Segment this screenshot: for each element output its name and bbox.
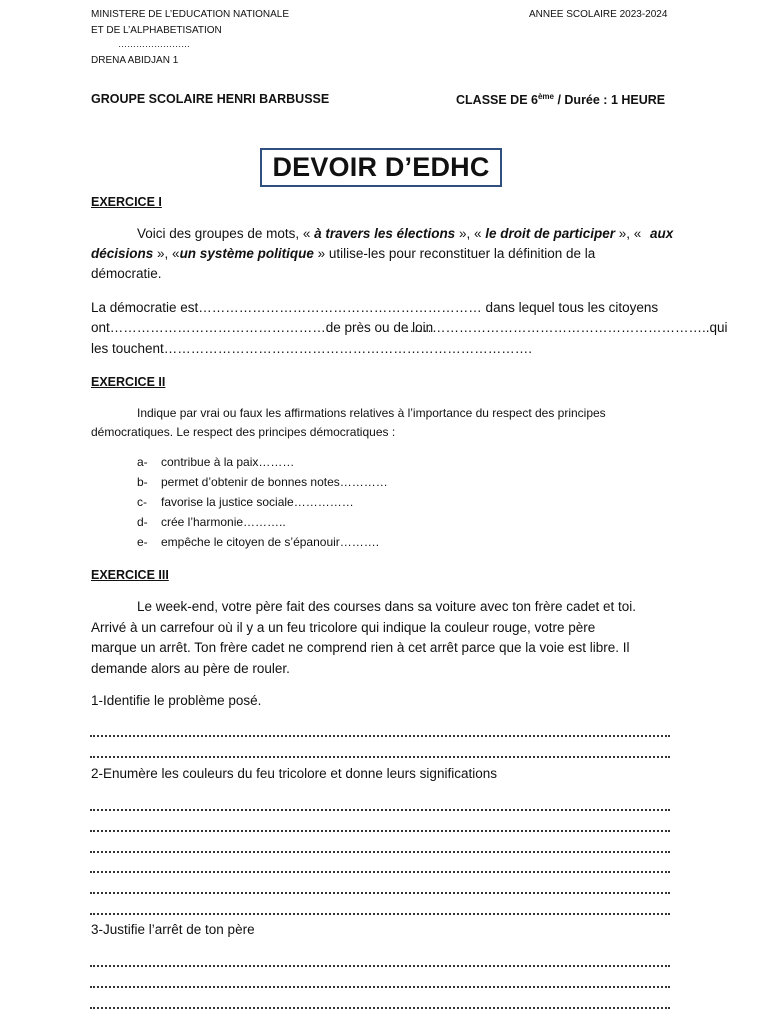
ministry-line-2: ET DE L’ALPHABETISATION [91,25,222,36]
intro-text: Voici des groupes de mots, « [137,226,315,241]
list-item-label: e- [137,535,148,549]
class-prefix: CLASSE DE 6 [456,93,538,108]
intro-text: », « [153,246,180,261]
list-item-text: empêche le citoyen de s’épanouir………. [161,535,380,549]
answer-line [90,964,670,967]
word-group-decisions: décisions [91,246,154,261]
answer-line [90,808,670,811]
list-item-text: contribue à la paix……… [161,455,295,469]
story-line-1: Le week-end, votre père fait des courses dans sa voiture avec ton frère cadet et toi. [137,599,637,614]
story-line-3: marque un arrêt. Ton frère cadet ne comprend rien à cet arrêt parce que la voie est libre. Il [91,640,630,655]
exercise-1-intro-line-2 [91,244,595,265]
answer-line [90,755,670,758]
fill-line-2a: ont…………………………………………de près ou de loin [91,320,434,335]
story-line-4: demande alors au père de rouler. [91,661,290,676]
exercise-1-heading: EXERCICE I [91,195,162,209]
list-item-label: c- [137,495,147,509]
list-item-text: crée l’harmonie……….. [161,515,286,529]
exercise-2-intro-line-2: démocratiques. Le respect des principes démocratiques : [91,425,396,439]
answer-line [90,870,670,873]
page-title: DEVOIR D’EDHC [272,152,490,182]
word-group-systeme: un système politique [179,246,314,261]
exercise-3-heading: EXERCICE III [91,568,169,582]
list-item [137,475,388,489]
fill-line-2b: …………………………………………………………..qui [405,320,728,335]
answer-line [90,891,670,894]
school-name: GROUPE SCOLAIRE HENRI BARBUSSE [91,92,330,106]
word-group-elections: à travers les élections [314,226,456,241]
list-item [137,515,286,529]
list-item-label: b- [137,475,148,489]
question-2: 2-Enumère les couleurs du feu tricolore et donne leurs significations [91,766,497,781]
fill-line-1: La démocratie est……………………………………………………… dans lequel tous les citoyens [91,300,659,315]
question-3: 3-Justifie l’arrêt de ton père [91,922,255,937]
list-item [137,495,354,509]
drena-label: DRENA ABIDJAN 1 [91,55,179,66]
class-duration [456,92,665,107]
school-year: ANNEE SCOLAIRE 2023-2024 [529,9,668,20]
word-group-aux: aux [650,226,674,241]
class-suffix: / Durée : 1 HEURE [553,93,666,108]
intro-text: », « [615,226,642,241]
list-item-label: a- [137,455,148,469]
fill-line-3: les touchent………………………………………………………………………. [91,341,533,356]
answer-line [90,912,670,915]
answer-line [90,850,670,853]
answer-line [90,734,670,737]
answer-line [90,985,670,988]
header-dots: …………………… [118,39,190,49]
exercise-1-intro-line-3: démocratie. [91,266,162,281]
exercise-1-intro-line-1 [137,224,641,245]
word-group-droit: le droit de participer [485,226,616,241]
ministry-line-1: MINISTERE DE L’EDUCATION NATIONALE [91,9,289,20]
list-item-label: d- [137,515,148,529]
exercise-1-intro-aux [650,224,673,245]
question-1: 1-Identifie le problème posé. [91,693,262,708]
exercise-2-heading: EXERCICE II [91,375,166,389]
list-item-text: favorise la justice sociale…………… [161,495,354,509]
list-item [137,535,379,549]
intro-text: » utilise-les pour reconstituer la définition de la [313,246,596,261]
exercise-2-intro-line-1: Indique par vrai ou faux les affirmations relatives à l’importance du respect des principes [137,406,606,420]
answer-line [90,1006,670,1009]
answer-line [90,829,670,832]
intro-text: », « [455,226,486,241]
story-line-2: Arrivé à un carrefour où il y a un feu tricolore qui indique la couleur rouge, votre père [91,620,596,635]
list-item-text: permet d’obtenir de bonnes notes………… [161,475,388,489]
list-item [137,455,294,469]
class-superscript: ème [537,92,554,101]
title-box [260,148,502,187]
